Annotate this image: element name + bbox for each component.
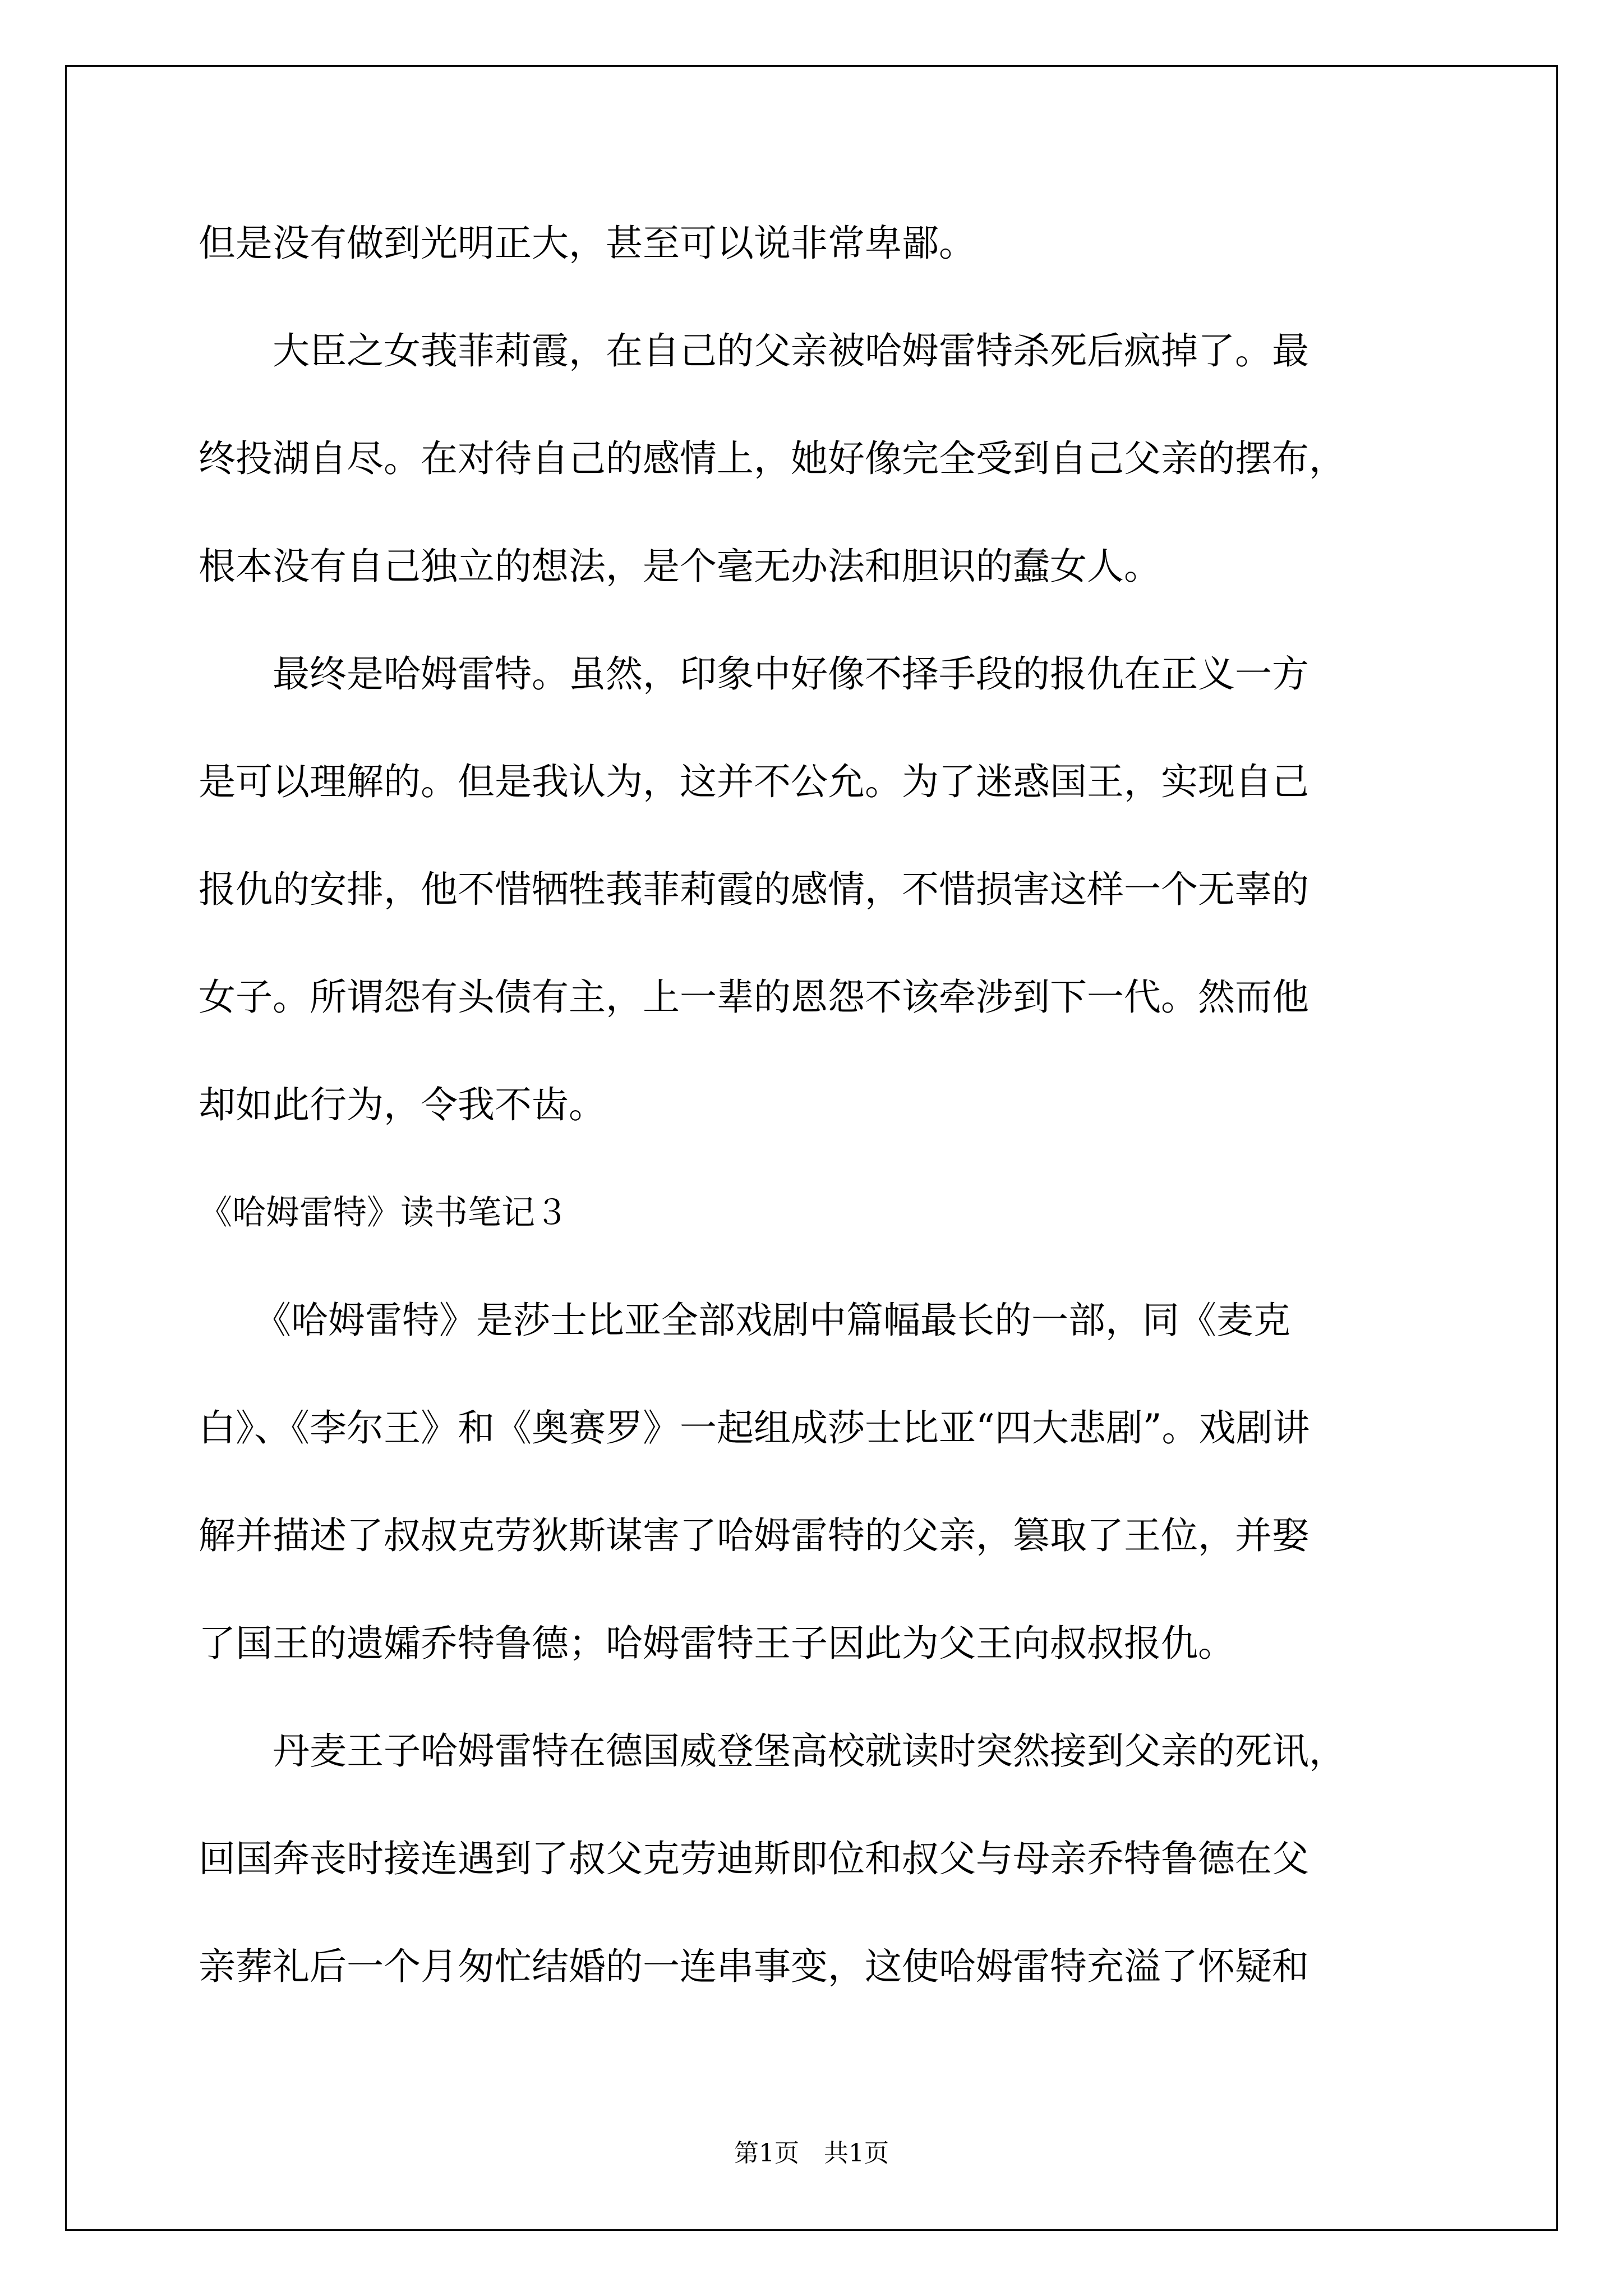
document-body	[199, 190, 1432, 2021]
text-line: 丹麦王子哈姆雷特在德国威登堡高校就读时突然接到父亲的死讯，	[199, 1729, 1346, 1773]
section-heading: 《哈姆雷特》读书笔记３	[199, 1193, 569, 1232]
text-line: 解并描述了叔叔克劳狄斯谋害了哈姆雷特的父亲，篡取了王位，并娶	[199, 1514, 1309, 1557]
text-line: 回国奔丧时接连遇到了叔父克劳迪斯即位和叔父与母亲乔特鲁德在父	[199, 1837, 1309, 1880]
text-line: 却如此行为，令我不齿。	[199, 1083, 606, 1126]
text-line: 《哈姆雷特》是莎士比亚全部戏剧中篇幅最长的一部，同《麦克	[199, 1299, 1290, 1342]
page-number: 第1页 共1页	[734, 2139, 889, 2168]
text-line: 但是没有做到光明正大，甚至可以说非常卑鄙。	[199, 222, 976, 265]
text-line: 女子。所谓怨有头债有主，上一辈的恩怨不该牵涉到下一代。然而他	[199, 976, 1309, 1019]
text-line: 最终是哈姆雷特。虽然，印象中好像不择手段的报仇在正义一方	[199, 652, 1309, 696]
text-line: 报仇的安排，他不惜牺牲莪菲莉霞的感情，不惜损害这样一个无辜的	[199, 868, 1309, 911]
text-line: 根本没有自己独立的想法，是个毫无办法和胆识的蠢女人。	[199, 545, 1161, 588]
text-line: 是可以理解的。但是我认为，这并不公允。为了迷惑国王，实现自己	[199, 760, 1309, 803]
page-footer	[0, 2133, 1623, 2169]
text-line: 亲葬礼后一个月匆忙结婚的一连串事变，这使哈姆雷特充溢了怀疑和	[199, 1945, 1309, 1988]
text-line: 大臣之女莪菲莉霞，在自己的父亲被哈姆雷特杀死后疯掉了。最	[199, 329, 1309, 372]
text-line: 终投湖自尽。在对待自己的感情上，她好像完全受到自己父亲的摆布，	[199, 437, 1346, 480]
text-line: 了国王的遗孀乔特鲁德；哈姆雷特王子因此为父王向叔叔报仇。	[199, 1622, 1235, 1665]
text-line: 白》、《李尔王》和《奥赛罗》一起组成莎士比亚“四大悲剧”。戏剧讲	[199, 1406, 1310, 1450]
